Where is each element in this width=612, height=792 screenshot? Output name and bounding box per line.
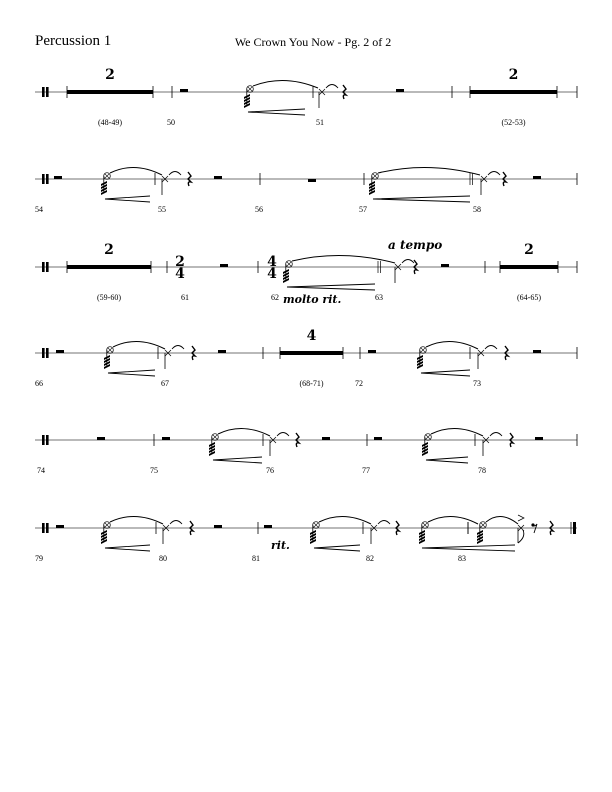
percussion-clef-icon — [46, 348, 49, 358]
percussion-clef-icon — [42, 523, 45, 533]
multirest-count: 2 — [508, 67, 519, 83]
tie-arc — [428, 516, 478, 524]
whole-rest-icon — [374, 437, 382, 440]
multirest-count: 2 — [104, 242, 114, 258]
percussion-clef-icon — [42, 348, 45, 358]
percussion-clef-icon — [46, 523, 49, 533]
whole-rest-icon — [264, 525, 272, 528]
measure-number: 51 — [316, 118, 324, 127]
measure-number: 57 — [359, 205, 367, 214]
tie-arc — [486, 516, 518, 524]
measure-number: 80 — [159, 554, 167, 563]
whole-rest-icon — [220, 264, 228, 267]
time-signature-bottom: 4 — [175, 266, 185, 282]
let-ring-tie — [277, 433, 289, 437]
measure-range: (68-71) — [299, 379, 324, 388]
measure-range: (59-60) — [97, 293, 121, 302]
tie-arc — [218, 428, 270, 436]
percussion-clef-icon — [42, 435, 45, 445]
crescendo-hairpin — [421, 370, 470, 376]
whole-rest-icon — [97, 437, 105, 440]
tie-arc — [292, 255, 395, 263]
whole-rest-icon — [162, 437, 170, 440]
time-signature-top: 4 — [267, 254, 277, 270]
multirest-count: 4 — [306, 328, 317, 344]
measure-number: 62 — [271, 293, 279, 302]
measure-number: 63 — [375, 293, 383, 302]
crescendo-hairpin — [422, 545, 515, 551]
whole-rest-icon — [54, 176, 62, 179]
let-ring-tie — [172, 346, 184, 350]
percussion-clef-icon — [42, 174, 45, 184]
measure-number: 79 — [35, 554, 43, 563]
measure-number: 76 — [266, 466, 274, 475]
measure-number: 54 — [35, 205, 43, 214]
measure-number: 67 — [161, 379, 169, 388]
let-ring-tie — [485, 346, 497, 350]
measure-number: 83 — [458, 554, 466, 563]
staff-system — [35, 428, 577, 475]
multirest-count: 2 — [105, 67, 115, 83]
crescendo-hairpin — [105, 196, 150, 202]
expression-marking: a tempo — [388, 238, 443, 252]
measure-number: 81 — [252, 554, 260, 563]
measure-range: (52-53) — [501, 118, 526, 127]
whole-rest-icon — [218, 350, 226, 353]
multirest-count: 2 — [524, 242, 534, 258]
measure-number: 56 — [255, 205, 263, 214]
multirest-bar — [500, 265, 558, 269]
crescendo-hairpin — [248, 109, 305, 115]
tie-arc — [253, 80, 318, 88]
measure-number: 78 — [478, 466, 486, 475]
staff-system — [35, 515, 577, 563]
expression-marking: rit. — [271, 539, 290, 552]
let-ring-tie — [170, 521, 182, 525]
whole-rest-icon — [396, 89, 404, 92]
accent-icon — [518, 515, 524, 521]
percussion-clef-icon — [46, 174, 49, 184]
whole-rest-icon — [441, 264, 449, 267]
percussion-clef-icon — [46, 262, 49, 272]
measure-range: (64-65) — [517, 293, 541, 302]
measure-number: 72 — [355, 379, 363, 388]
whole-rest-icon — [56, 350, 64, 353]
part-name: Percussion 1 — [35, 33, 112, 49]
measure-number: 50 — [167, 118, 175, 127]
percussion-clef-icon — [46, 87, 49, 97]
crescendo-hairpin — [287, 284, 375, 290]
whole-rest-icon — [308, 179, 316, 182]
let-ring-tie — [378, 521, 390, 525]
multirest-bar — [470, 90, 557, 94]
whole-rest-icon — [322, 437, 330, 440]
tie-arc — [110, 516, 163, 524]
whole-rest-icon — [214, 176, 222, 179]
song-title: We Crown You Now - Pg. 2 of 2 — [234, 35, 392, 49]
measure-number: 58 — [473, 205, 481, 214]
let-ring-tie — [402, 260, 414, 264]
multirest-bar — [280, 351, 343, 355]
final-barline — [573, 522, 576, 534]
tie-arc — [113, 341, 165, 349]
let-ring-tie — [488, 172, 500, 176]
staff-system — [35, 328, 577, 388]
time-signature-bottom: 4 — [267, 266, 277, 282]
whole-rest-icon — [533, 350, 541, 353]
whole-rest-icon — [535, 437, 543, 440]
measure-number: 77 — [362, 466, 370, 475]
measure-number: 82 — [366, 554, 374, 563]
percussion-clef-icon — [42, 262, 45, 272]
multirest-bar — [67, 90, 153, 94]
whole-rest-icon — [368, 350, 376, 353]
whole-rest-icon — [533, 176, 541, 179]
measure-number: 75 — [150, 466, 158, 475]
crescendo-hairpin — [314, 545, 360, 551]
staff-system — [35, 167, 577, 214]
staff-system — [35, 238, 577, 306]
measure-number: 74 — [37, 466, 45, 475]
whole-rest-icon — [56, 525, 64, 528]
tie-arc — [110, 167, 162, 175]
tie-arc — [378, 167, 480, 175]
multirest-bar — [67, 265, 151, 269]
let-ring-tie — [490, 433, 502, 437]
crescendo-hairpin — [426, 457, 468, 463]
measure-number: 66 — [35, 379, 43, 388]
expression-marking: molto rit. — [283, 293, 342, 306]
eighth-flag-icon — [518, 530, 524, 543]
measure-number: 55 — [158, 205, 166, 214]
time-signature-top: 2 — [175, 254, 185, 270]
measure-range: (48-49) — [98, 118, 122, 127]
percussion-clef-icon — [42, 87, 45, 97]
measure-number: 73 — [473, 379, 481, 388]
crescendo-hairpin — [213, 457, 262, 463]
whole-rest-icon — [214, 525, 222, 528]
let-ring-tie — [169, 172, 181, 176]
crescendo-hairpin — [373, 196, 470, 202]
staff-system — [35, 67, 577, 127]
let-ring-tie — [326, 85, 338, 89]
crescendo-hairpin — [105, 545, 150, 551]
measure-number: 61 — [181, 293, 189, 302]
crescendo-hairpin — [108, 370, 155, 376]
whole-rest-icon — [180, 89, 188, 92]
percussion-clef-icon — [46, 435, 49, 445]
